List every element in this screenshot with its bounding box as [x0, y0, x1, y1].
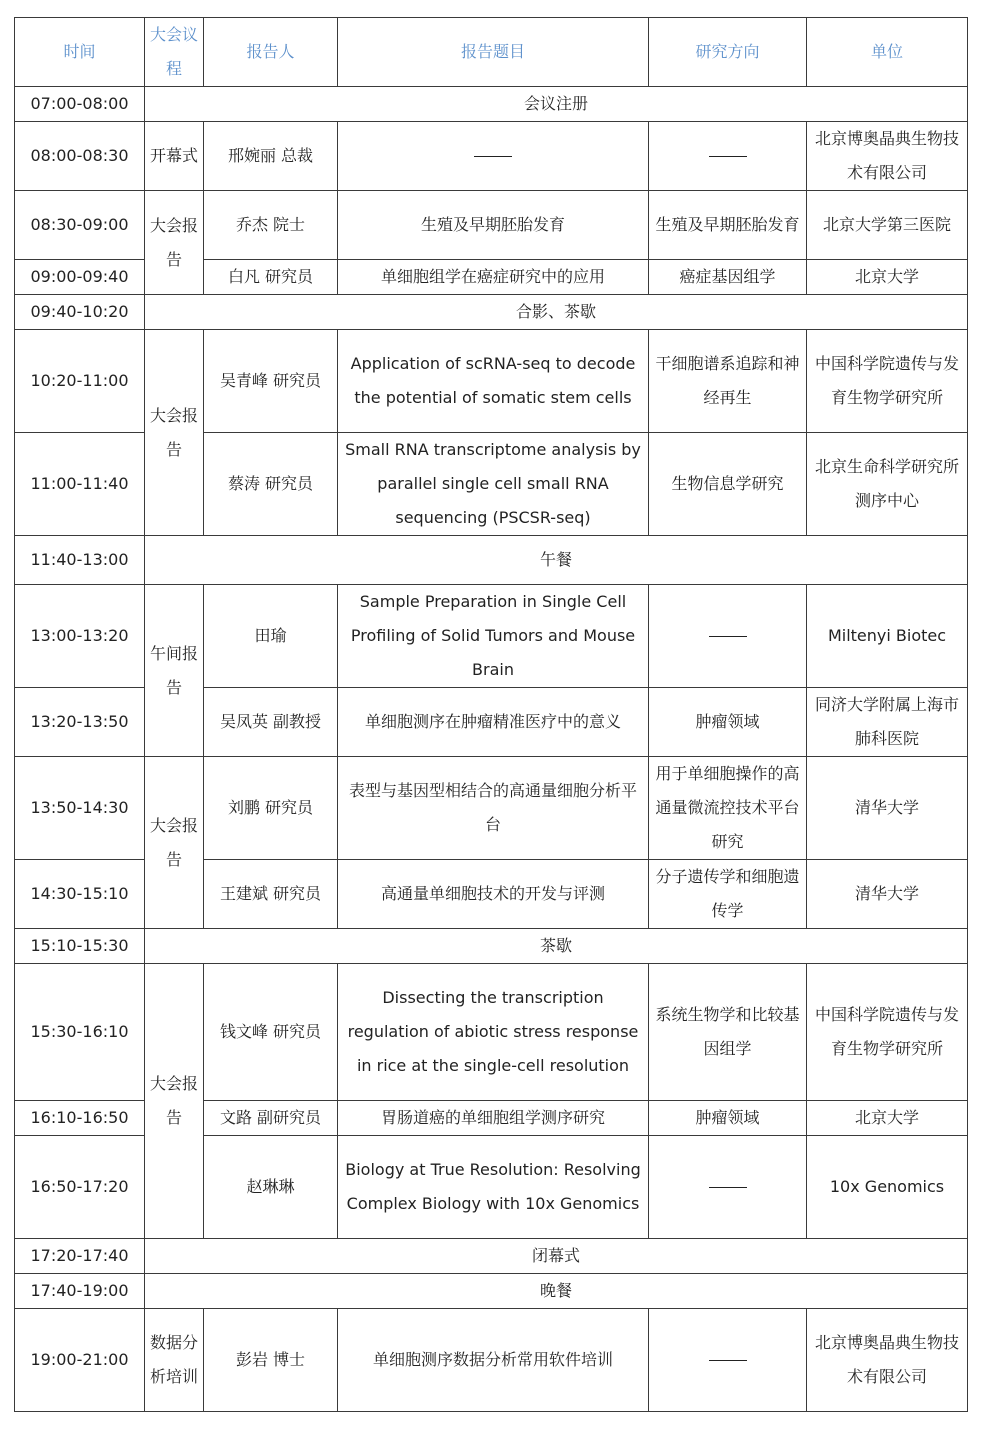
topic-cell: 表型与基因型相结合的高通量细胞分析平台: [338, 757, 649, 860]
time-cell: 17:40-19:00: [15, 1274, 145, 1309]
field-cell: [649, 122, 807, 191]
time-cell: 09:00-09:40: [15, 260, 145, 295]
topic-cell: 生殖及早期胚胎发育: [338, 191, 649, 260]
unit-cell: 北京大学: [807, 260, 968, 295]
topic-cell: 高通量单细胞技术的开发与评测: [338, 860, 649, 929]
unit-cell: 北京生命科学研究所测序中心: [807, 433, 968, 536]
topic-cell: [338, 122, 649, 191]
topic-cell: 单细胞测序在肿瘤精准医疗中的意义: [338, 688, 649, 757]
topic-cell: 单细胞组学在癌症研究中的应用: [338, 260, 649, 295]
speaker-cell: 邢婉丽 总裁: [204, 122, 338, 191]
agenda-table: [14, 17, 968, 1412]
table-row: [15, 757, 968, 860]
topic-cell: Biology at True Resolution: Resolving Complex Biology with 10x Genomics: [338, 1136, 649, 1239]
event-cell: 午餐: [145, 536, 968, 585]
field-cell: 肿瘤领域: [649, 1101, 807, 1136]
table-row: [15, 1239, 968, 1274]
table-row: [15, 1274, 968, 1309]
time-cell: 13:50-14:30: [15, 757, 145, 860]
field-cell: 分子遗传学和细胞遗传学: [649, 860, 807, 929]
time-cell: 08:30-09:00: [15, 191, 145, 260]
time-cell: 11:40-13:00: [15, 536, 145, 585]
dash-mark: [709, 636, 747, 637]
agenda-cell: 开幕式: [145, 122, 204, 191]
time-cell: 07:00-08:00: [15, 87, 145, 122]
field-cell: 系统生物学和比较基因组学: [649, 964, 807, 1101]
table-row: [15, 536, 968, 585]
table-row: [15, 122, 968, 191]
unit-cell: Miltenyi Biotec: [807, 585, 968, 688]
time-cell: 13:00-13:20: [15, 585, 145, 688]
time-cell: 19:00-21:00: [15, 1309, 145, 1412]
header-topic: 报告题目: [338, 18, 649, 87]
speaker-cell: 钱文峰 研究员: [204, 964, 338, 1101]
table-row: [15, 87, 968, 122]
agenda-cell: 午间报告: [145, 585, 204, 757]
unit-cell: 清华大学: [807, 860, 968, 929]
speaker-cell: 彭岩 博士: [204, 1309, 338, 1412]
time-cell: 16:50-17:20: [15, 1136, 145, 1239]
topic-cell: Sample Preparation in Single Cell Profiling of Solid Tumors and Mouse Brain: [338, 585, 649, 688]
event-cell: 合影、茶歇: [145, 295, 968, 330]
agenda-cell: 数据分析培训: [145, 1309, 204, 1412]
time-cell: 09:40-10:20: [15, 295, 145, 330]
time-cell: 15:30-16:10: [15, 964, 145, 1101]
unit-cell: 北京博奥晶典生物技术有限公司: [807, 1309, 968, 1412]
time-cell: 08:00-08:30: [15, 122, 145, 191]
speaker-cell: 田瑜: [204, 585, 338, 688]
field-cell: 干细胞谱系追踪和神经再生: [649, 330, 807, 433]
header-field: 研究方向: [649, 18, 807, 87]
time-cell: 13:20-13:50: [15, 688, 145, 757]
field-cell: 肿瘤领域: [649, 688, 807, 757]
speaker-cell: 王建斌 研究员: [204, 860, 338, 929]
speaker-cell: 赵琳琳: [204, 1136, 338, 1239]
agenda-cell: 大会报告: [145, 964, 204, 1239]
time-cell: 10:20-11:00: [15, 330, 145, 433]
unit-cell: 北京大学: [807, 1101, 968, 1136]
topic-cell: Dissecting the transcription regulation of abiotic stress response in rice at the single-cell resolution: [338, 964, 649, 1101]
time-cell: 14:30-15:10: [15, 860, 145, 929]
table-row: [15, 1309, 968, 1412]
agenda-cell: 大会报告: [145, 757, 204, 929]
dash-mark: [474, 156, 512, 157]
dash-mark: [709, 1187, 747, 1188]
table-row: [15, 330, 968, 433]
table-row: [15, 929, 968, 964]
speaker-cell: 刘鹏 研究员: [204, 757, 338, 860]
time-cell: 17:20-17:40: [15, 1239, 145, 1274]
agenda-cell: 大会报告: [145, 330, 204, 536]
topic-cell: 胃肠道癌的单细胞组学测序研究: [338, 1101, 649, 1136]
unit-cell: 北京博奥晶典生物技术有限公司: [807, 122, 968, 191]
speaker-cell: 蔡涛 研究员: [204, 433, 338, 536]
speaker-cell: 乔杰 院士: [204, 191, 338, 260]
event-cell: 晚餐: [145, 1274, 968, 1309]
unit-cell: 同济大学附属上海市肺科医院: [807, 688, 968, 757]
field-cell: 生物信息学研究: [649, 433, 807, 536]
speaker-cell: 吴凤英 副教授: [204, 688, 338, 757]
field-cell: 生殖及早期胚胎发育: [649, 191, 807, 260]
field-cell: [649, 1309, 807, 1412]
event-cell: 茶歇: [145, 929, 968, 964]
speaker-cell: 吴青峰 研究员: [204, 330, 338, 433]
unit-cell: 中国科学院遗传与发育生物学研究所: [807, 330, 968, 433]
agenda-cell: 大会报告: [145, 191, 204, 295]
topic-cell: Application of scRNA-seq to decode the potential of somatic stem cells: [338, 330, 649, 433]
field-cell: [649, 585, 807, 688]
unit-cell: 中国科学院遗传与发育生物学研究所: [807, 964, 968, 1101]
dash-mark: [709, 156, 747, 157]
topic-cell: 单细胞测序数据分析常用软件培训: [338, 1309, 649, 1412]
table-row: [15, 191, 968, 260]
speaker-cell: 文路 副研究员: [204, 1101, 338, 1136]
event-cell: 会议注册: [145, 87, 968, 122]
time-cell: 16:10-16:50: [15, 1101, 145, 1136]
table-row: [15, 585, 968, 688]
header-row: [15, 18, 968, 87]
field-cell: 癌症基因组学: [649, 260, 807, 295]
header-time: 时间: [15, 18, 145, 87]
field-cell: 用于单细胞操作的高通量微流控技术平台研究: [649, 757, 807, 860]
table-row: [15, 295, 968, 330]
event-cell: 闭幕式: [145, 1239, 968, 1274]
speaker-cell: 白凡 研究员: [204, 260, 338, 295]
header-agenda: 大会议程: [145, 18, 204, 87]
unit-cell: 10x Genomics: [807, 1136, 968, 1239]
table-row: [15, 964, 968, 1101]
header-speaker: 报告人: [204, 18, 338, 87]
time-cell: 15:10-15:30: [15, 929, 145, 964]
unit-cell: 清华大学: [807, 757, 968, 860]
topic-cell: Small RNA transcriptome analysis by parallel single cell small RNA sequencing (PSCSR-seq): [338, 433, 649, 536]
time-cell: 11:00-11:40: [15, 433, 145, 536]
header-unit: 单位: [807, 18, 968, 87]
unit-cell: 北京大学第三医院: [807, 191, 968, 260]
dash-mark: [709, 1360, 747, 1361]
field-cell: [649, 1136, 807, 1239]
